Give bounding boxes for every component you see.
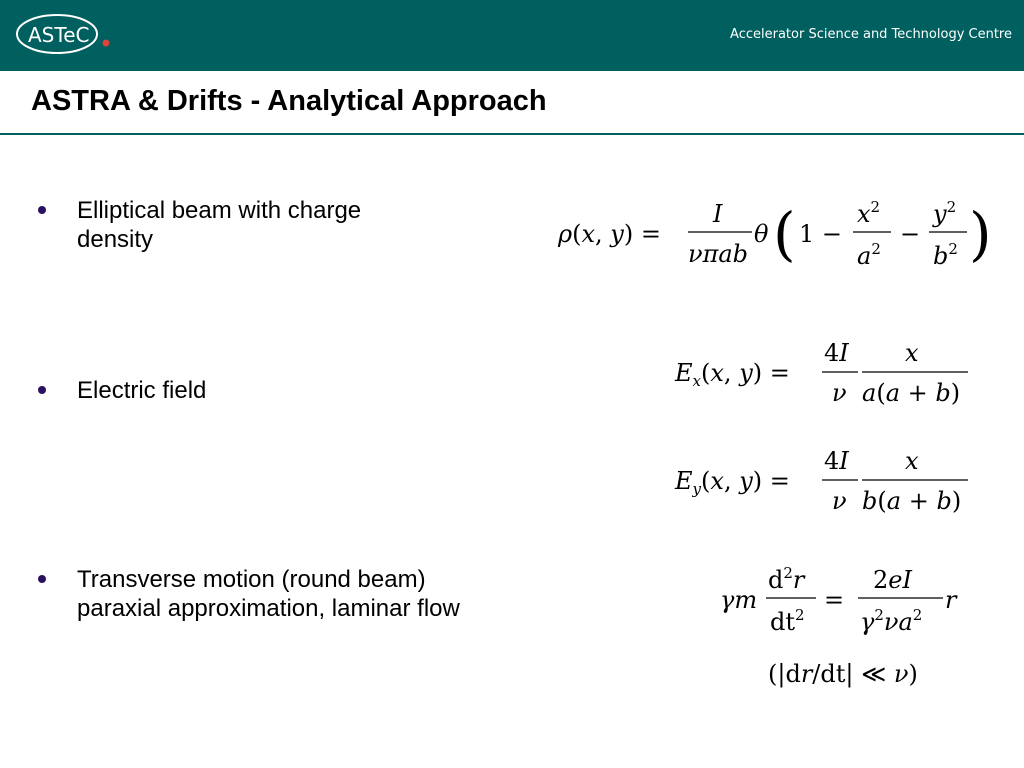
svg-text:4I: 4I	[824, 447, 849, 475]
paraxial-condition	[766, 652, 966, 694]
svg-text:x: x	[905, 447, 919, 475]
svg-text:(: (	[773, 200, 796, 268]
svg-text:2eI: 2eI	[873, 566, 912, 594]
field-x-formula	[672, 335, 982, 415]
svg-text:1 −: 1 −	[799, 220, 843, 248]
bullet-item	[38, 565, 508, 623]
bullet-dot	[38, 206, 46, 214]
svg-text:ν: ν	[832, 487, 847, 515]
bullet-text: Elliptical beam with charge density	[77, 197, 362, 253]
svg-text:ρ(x, y) =: ρ(x, y) =	[558, 220, 661, 248]
bullet-item	[38, 196, 508, 254]
svg-text:=: =	[824, 586, 845, 614]
bullet-text: Transverse motion (round beam) paraxial approximation, laminar flow	[77, 566, 460, 622]
transverse-motion-formula	[718, 558, 978, 648]
svg-text:−: −	[900, 220, 921, 248]
svg-text:Ey(x, y) =: $E_y(x$, y) =	[675, 467, 790, 498]
svg-text:I: I	[713, 200, 723, 228]
astec-logo	[14, 10, 124, 60]
bullet-dot	[38, 386, 46, 394]
svg-text:b(a + b): b(a + b)	[862, 487, 962, 515]
svg-text:x2: $x^2$	[857, 198, 881, 228]
logo-dot	[103, 40, 110, 47]
svg-text:x: x	[905, 339, 919, 367]
charge-density-formula	[555, 190, 995, 280]
svg-text:γm: γm	[720, 586, 758, 614]
svg-text:b2: $b^2$	[933, 240, 958, 270]
svg-text:γ2νa2: $\gamma^2\nu a^2$	[860, 606, 923, 636]
header-bar	[0, 0, 1024, 71]
field-y-formula	[672, 443, 982, 523]
org-name: Accelerator Science and Technology Centre	[730, 27, 1012, 42]
svg-text:(|dr/dt| ≪ ν): (|dr/dt| ≪ ν)	[768, 660, 918, 688]
svg-text:dt2: $dt^2$	[770, 606, 805, 636]
logo-text: ASTeC	[28, 23, 90, 47]
svg-text:): )	[969, 200, 992, 268]
bullet-text: Electric field	[77, 377, 207, 404]
svg-text:Ex(x, y) =: $E_x(x$, y) =	[675, 359, 790, 390]
svg-text:4I: 4I	[824, 339, 849, 367]
bullet-dot	[38, 575, 46, 583]
bullet-item	[38, 376, 508, 405]
svg-text:θ: θ	[754, 220, 769, 248]
svg-text:a(a + b): a(a + b)	[862, 379, 961, 407]
svg-text:ν: ν	[832, 379, 847, 407]
svg-text:r: r	[945, 586, 957, 614]
svg-text:d2r: $d^2r$	[768, 564, 805, 594]
svg-text:y2: $y^2$	[933, 198, 957, 228]
svg-text:νπab: νπab	[688, 240, 749, 268]
title-divider	[0, 133, 1024, 135]
slide-title: ASTRA & Drifts - Analytical Approach	[31, 85, 547, 117]
svg-text:a2: $a^2$	[857, 240, 881, 270]
